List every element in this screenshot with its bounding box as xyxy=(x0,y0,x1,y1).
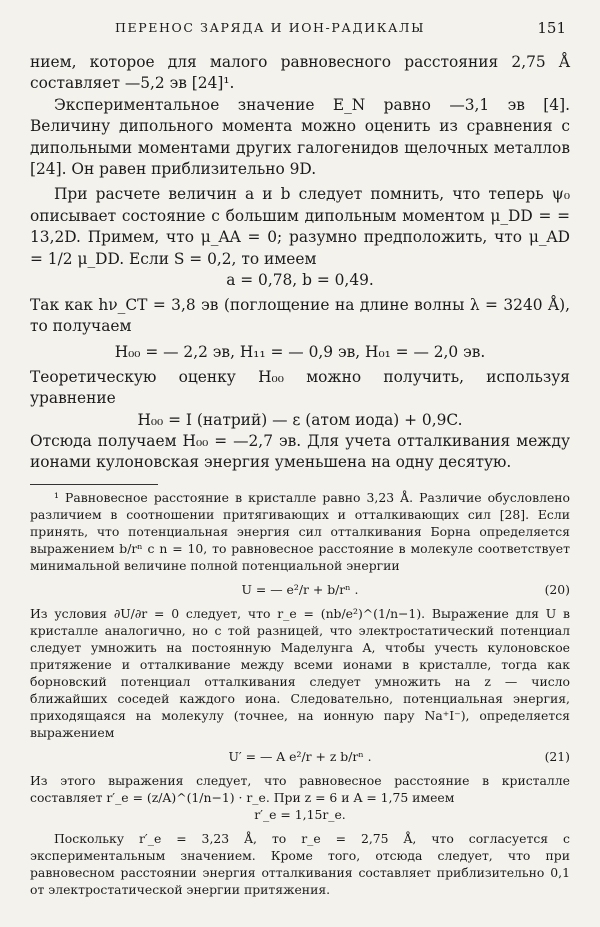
equation-20-body: U = — e²/r + b/rⁿ . xyxy=(241,581,359,597)
footnote-paragraph-3: Из этого выражения следует, что равновесное расстояние в кристалле составляет r′_e = (z/A)^(1/n−1) · r_e. При z = 6 и A = 1,75 имеем xyxy=(30,772,570,805)
page-number: 151 xyxy=(537,19,566,37)
equation-21-number: (21) xyxy=(544,748,570,764)
paragraph-3: При расчете величин a и b следует помнить, что теперь ψ₀ описывает состояние с большим дипольным моментом μ_DD = = 13,2D. Примем, что μ_AA = 0; разумно предположить, что μ_AD = 1/2 μ_DD. Если S = 0,2, то имеем xyxy=(30,185,570,268)
running-title: ПЕРЕНОС ЗАРЯДА И ИОН-РАДИКАЛЫ xyxy=(115,20,425,35)
equation-h00: H₀₀ = I (натрий) — ε (атом иода) + 0,9C. xyxy=(137,410,463,429)
equation-21 xyxy=(30,748,570,765)
footnote-paragraph-1: ¹ Равновесное расстояние в кристалле равно 3,23 Å. Различие обусловлено различием в соотношении притягивающих и отталкивающих сил [28]. Если принять, что потенциальная энергия сил отталкивания Борна определяется выражением b/rⁿ с n = 10, то равновесное расстояние в молекуле соответствует минимальной величине полной потенциальной энергии xyxy=(30,489,570,573)
footnote-rule xyxy=(30,484,158,485)
paragraph-5: Теоретическую оценку H₀₀ можно получить, используя уравнение xyxy=(30,367,570,408)
footnote-paragraph-2: Из условия ∂U/∂r = 0 следует, что r_e = (nb/e²)^(1/n−1). Выражение для U в кристалле аналогично, но с той разницей, что электростатический потенциал следует умножить на постоянную Маделунга A, чтобы учесть кулоновское притяжение и отталкивание между всеми ионами в кристалле, тогда как борновский потенциал отталкивания следует умножить на z — число ближайших соседей каждого иона. Следовательно, потенциальная энергия, приходящаяся на молекулу (точнее, на ионную пару Na⁺I⁻), определяется выражением xyxy=(30,605,570,740)
paragraph-4: Так как hν_CT = 3,8 эв (поглощение на длине волны λ = 3240 Å), то получаем xyxy=(30,296,570,336)
paragraph-6: Отсюда получаем H₀₀ = —2,7 эв. Для учета отталкивания между ионами кулоновская энергия уменьшена на одну десятую. xyxy=(30,431,570,472)
equation-a-b: a = 0,78, b = 0,49. xyxy=(226,271,374,290)
footnote-paragraph-4: Поскольку r′_e = 3,23 Å, то r_e = 2,75 Å, что согласуется с экспериментальным значением. Кроме того, отсюда следует, что при равновесном расстоянии энергия отталкивания составляет приблизительно 0,1 от электростатической энергии притяжения. xyxy=(30,830,570,897)
paragraph-1: нием, которое для малого равновесного расстояния 2,75 Å составляет —5,2 эв [24]¹. xyxy=(30,53,570,93)
page-body xyxy=(30,52,570,898)
equation-20 xyxy=(30,581,570,598)
equation-21-body: U′ = — A e²/r + z b/rⁿ . xyxy=(228,748,372,764)
paragraph-2: Экспериментальное значение E_N равно —3,1 эв [4]. Величину дипольного момента можно оценить из сравнения с дипольными моментами других галогенидов щелочных металлов [24]. Он равен приблизительно 9D. xyxy=(30,95,570,179)
equation-re: r′_e = 1,15r_e. xyxy=(254,806,346,822)
equation-h-values: H₀₀ = — 2,2 эв, H₁₁ = — 0,9 эв, H₀₁ = — 2,0 эв. xyxy=(114,342,486,361)
page-header xyxy=(30,20,570,40)
equation-20-number: (20) xyxy=(544,581,570,597)
